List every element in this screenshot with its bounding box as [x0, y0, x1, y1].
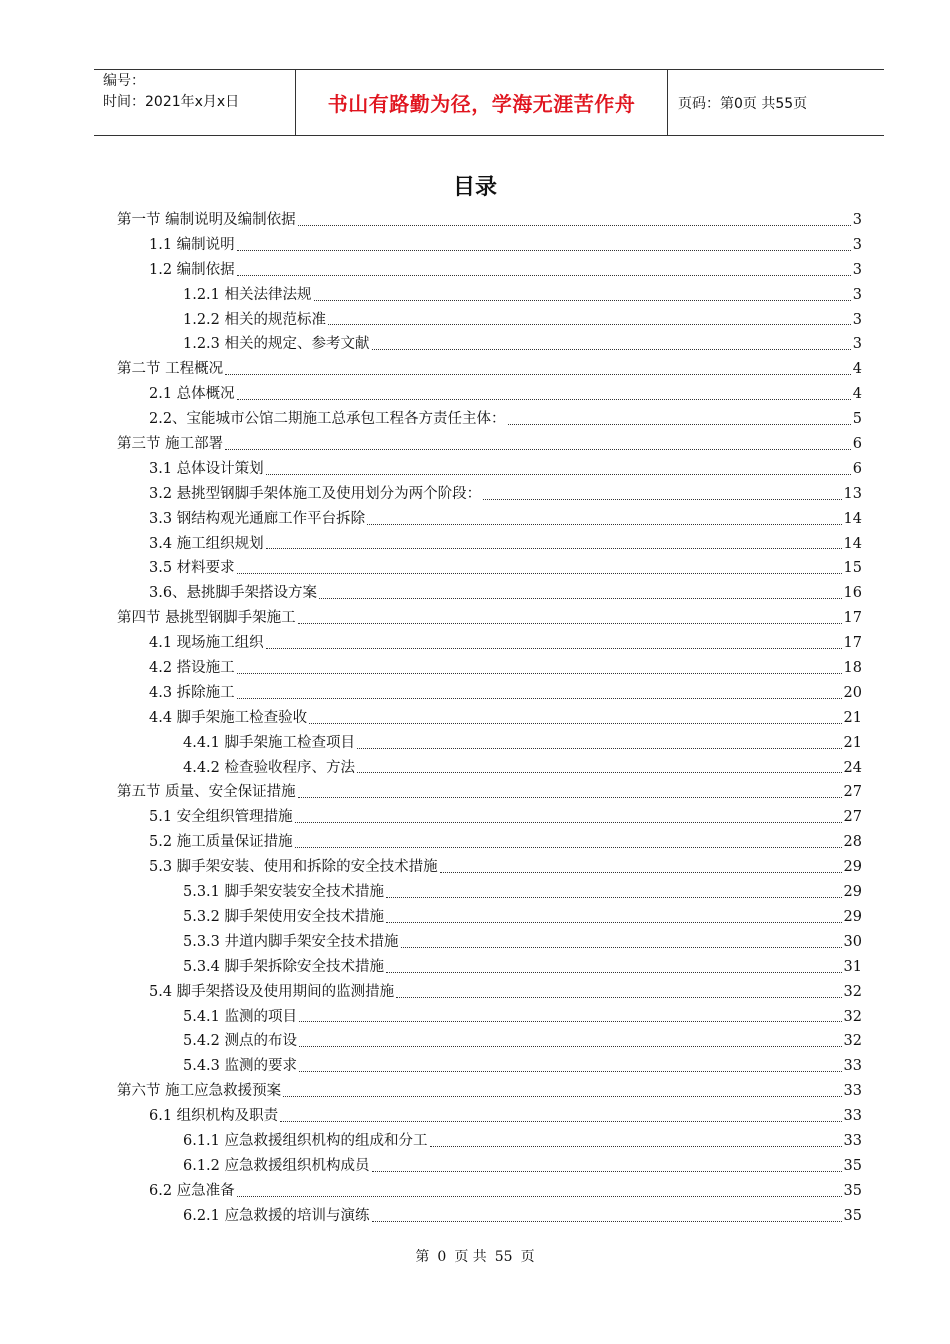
toc-entry-page: 30: [843, 933, 862, 950]
header-motto: 书山有路勤为径，学海无涯苦作舟: [327, 92, 636, 116]
toc-dot-leader: [357, 771, 842, 773]
toc-entry[interactable]: [117, 308, 862, 333]
toc-dot-leader: [357, 747, 842, 749]
toc-entry-label: 2.1 总体概况: [149, 386, 235, 403]
toc-entry[interactable]: [117, 283, 862, 308]
toc-dot-leader: [299, 1070, 842, 1072]
toc-dot-leader: [430, 1145, 842, 1147]
toc-entry-page: 21: [843, 734, 862, 751]
toc-dot-leader: [372, 1170, 842, 1172]
toc-entry-page: 17: [843, 610, 862, 627]
toc-entry-page: 35: [843, 1207, 862, 1224]
footer-page-num: 0: [437, 1249, 447, 1265]
toc-entry-label: 5.3.1 脚手架安装安全技术措施: [183, 884, 385, 901]
toc-entry-page: 4: [852, 386, 862, 403]
toc-entry[interactable]: [117, 457, 862, 482]
toc-entry-page: 4: [852, 361, 862, 378]
toc-entry-label: 4.3 拆除施工: [149, 684, 235, 701]
toc-dot-leader: [298, 796, 842, 798]
toc-entry-label: 1.2.3 相关的规定、参考文献: [183, 336, 370, 353]
toc-entry-label: 5.3 脚手架安装、使用和拆除的安全技术措施: [149, 859, 438, 876]
toc-entry[interactable]: [117, 1154, 862, 1179]
toc-entry-page: 6: [852, 460, 862, 477]
toc-entry[interactable]: [117, 731, 862, 756]
toc-entry[interactable]: [117, 1005, 862, 1030]
toc-dot-leader: [295, 846, 842, 848]
toc-entry-page: 17: [843, 635, 862, 652]
toc-entry[interactable]: [117, 382, 862, 407]
toc-entry-label: 第六节 施工应急救援预案: [117, 1083, 282, 1100]
toc-entry-label: 第三节 施工部署: [117, 436, 224, 453]
toc-entry-label: 6.1.2 应急救援组织机构成员: [183, 1157, 370, 1174]
page-footer: [0, 1246, 950, 1266]
toc-entry[interactable]: [117, 955, 862, 980]
toc-entry-label: 1.2.1 相关法律法规: [183, 286, 312, 303]
toc-entry[interactable]: [117, 407, 862, 432]
toc-entry-page: 5: [852, 411, 862, 428]
toc-entry[interactable]: [117, 1029, 862, 1054]
toc-entry[interactable]: [117, 681, 862, 706]
toc-entry-label: 6.1 组织机构及职责: [149, 1108, 279, 1125]
toc-dot-leader: [237, 1195, 842, 1197]
toc-entry-label: 5.4 脚手架搭设及使用期间的监测措施: [149, 983, 395, 1000]
toc-dot-leader: [237, 572, 842, 574]
toc-entry[interactable]: [117, 1179, 862, 1204]
toc-entry-page: 13: [843, 485, 862, 502]
toc-entry-page: 27: [843, 809, 862, 826]
toc-entry-page: 3: [852, 212, 862, 228]
toc-entry-label: 5.4.2 测点的布设: [183, 1033, 298, 1050]
toc-entry[interactable]: [117, 756, 862, 781]
toc-entry-label: 5.2 施工质量保证措施: [149, 834, 293, 851]
toc-entry-label: 5.1 安全组织管理措施: [149, 809, 293, 826]
toc-entry-page: 21: [843, 709, 862, 726]
toc-dot-leader: [295, 821, 842, 823]
toc-dot-leader: [401, 946, 842, 948]
toc-dot-leader: [309, 722, 841, 724]
toc-entry-label: 3.5 材料要求: [149, 560, 235, 577]
toc-dot-leader: [372, 348, 851, 350]
toc-entry-page: 27: [843, 784, 862, 801]
toc-title: 目录: [452, 175, 497, 200]
toc-dot-leader: [483, 498, 841, 500]
toc-dot-leader: [266, 473, 851, 475]
page-header: [94, 69, 884, 136]
toc-dot-leader: [386, 971, 842, 973]
toc-dot-leader: [280, 1120, 841, 1122]
toc-entry-page: 14: [843, 535, 862, 552]
toc-entry[interactable]: [117, 432, 862, 457]
toc-dot-leader: [372, 1220, 842, 1222]
toc-entry-label: 3.1 总体设计策划: [149, 460, 264, 477]
header-meta: [94, 70, 295, 135]
toc-dot-leader: [225, 373, 851, 375]
toc-entry[interactable]: [117, 532, 862, 557]
toc-entry[interactable]: [117, 930, 862, 955]
toc-entry-page: 35: [843, 1182, 862, 1199]
toc-entry-label: 6.1.1 应急救援组织机构的组成和分工: [183, 1132, 428, 1149]
toc-entry[interactable]: [117, 258, 862, 283]
toc-dot-leader: [386, 896, 842, 898]
toc-entry-label: 5.4.3 监测的要求: [183, 1058, 298, 1075]
toc-entry[interactable]: [117, 855, 862, 880]
toc-entry-label: 4.4.2 检查验收程序、方法: [183, 759, 356, 776]
toc-entry-page: 14: [843, 510, 862, 527]
toc-entry-page: 6: [852, 436, 862, 453]
toc-entry[interactable]: [117, 980, 862, 1005]
footer-prefix: 第: [415, 1249, 430, 1265]
toc-entry-page: 18: [843, 660, 862, 677]
toc-entry-label: 6.2 应急准备: [149, 1182, 235, 1199]
toc-entry-page: 15: [843, 560, 862, 577]
toc-entry[interactable]: [117, 780, 862, 805]
toc-entry-label: 4.2 搭设施工: [149, 660, 235, 677]
toc-entry-label: 6.2.1 应急救援的培训与演练: [183, 1207, 370, 1224]
toc-dot-leader: [298, 622, 842, 624]
toc-entry[interactable]: [117, 581, 862, 606]
toc-entry[interactable]: [117, 1204, 862, 1229]
doc-number-label: 编号：: [103, 73, 145, 89]
toc-entry-label: 5.3.2 脚手架使用安全技术措施: [183, 908, 385, 925]
toc-entry-page: 20: [843, 684, 862, 701]
toc-entry-page: 33: [843, 1058, 862, 1075]
toc-dot-leader: [440, 871, 842, 873]
toc-entry-page: 32: [843, 1033, 862, 1050]
toc-entry[interactable]: [117, 880, 862, 905]
toc-entry[interactable]: [117, 208, 862, 233]
toc-dot-leader: [299, 1020, 842, 1022]
toc-entry[interactable]: [117, 1129, 862, 1154]
toc-entry-page: 32: [843, 983, 862, 1000]
doc-time-label: 时间：2021年x月x日: [103, 94, 240, 110]
toc-dot-leader: [283, 1095, 841, 1097]
toc-entry-label: 1.2.2 相关的规范标准: [183, 311, 327, 328]
toc-entry[interactable]: [117, 482, 862, 507]
toc-entry[interactable]: [117, 507, 862, 532]
toc-entry-page: 3: [852, 311, 862, 328]
footer-suffix: 页: [520, 1249, 535, 1265]
toc-entry[interactable]: [117, 830, 862, 855]
toc-dot-leader: [237, 274, 851, 276]
footer-mid: 页 共: [454, 1249, 487, 1265]
toc-entry-label: 第二节 工程概况: [117, 361, 224, 378]
toc-dot-leader: [367, 523, 841, 525]
toc-entry-page: 33: [843, 1108, 862, 1125]
toc-entry[interactable]: [117, 233, 862, 258]
toc-entry-label: 5.3.3 井道内脚手架安全技术措施: [183, 933, 399, 950]
toc-entry-label: 1.2 编制依据: [149, 261, 235, 278]
toc-entry[interactable]: [117, 606, 862, 631]
toc-dot-leader: [237, 697, 842, 699]
toc-dot-leader: [319, 597, 841, 599]
header-page-code-cell: [668, 70, 884, 135]
toc-entry-label: 3.4 施工组织规划: [149, 535, 264, 552]
toc-entry-page: 33: [843, 1132, 862, 1149]
toc-entry-page: 32: [843, 1008, 862, 1025]
toc-entry-label: 第四节 悬挑型钢脚手架施工: [117, 610, 296, 627]
toc-entry-page: 16: [843, 585, 862, 602]
toc-entry-page: 3: [852, 286, 862, 303]
toc-entry[interactable]: [117, 706, 862, 731]
toc-dot-leader: [386, 921, 842, 923]
toc-dot-leader: [266, 547, 842, 549]
toc-entry-label: 3.3 钢结构观光通廊工作平台拆除: [149, 510, 366, 527]
toc-entry[interactable]: [117, 805, 862, 830]
toc-entry-label: 5.3.4 脚手架拆除安全技术措施: [183, 958, 385, 975]
toc-dot-leader: [266, 647, 842, 649]
toc-entry[interactable]: [117, 1054, 862, 1079]
toc-entry-label: 第五节 质量、安全保证措施: [117, 784, 296, 801]
header-motto-cell: [295, 70, 668, 135]
toc-dot-leader: [314, 299, 851, 301]
toc-entry-page: 24: [843, 759, 862, 776]
toc-dot-leader: [396, 996, 841, 998]
toc-entry-label: 5.4.1 监测的项目: [183, 1008, 298, 1025]
toc-entry-label: 3.6、悬挑脚手架搭设方案: [149, 585, 318, 602]
toc-dot-leader: [237, 398, 851, 400]
header-page-code: 页码：第0页 共55页: [678, 95, 808, 112]
toc-entry-label: 4.1 现场施工组织: [149, 635, 264, 652]
footer-page-total: 55: [494, 1249, 513, 1265]
toc-dot-leader: [508, 423, 851, 425]
toc-entry[interactable]: [117, 656, 862, 681]
toc-entry-label: 2.2、宝能城市公馆二期施工总承包工程各方责任主体：: [149, 411, 506, 428]
toc-entry[interactable]: [117, 1079, 862, 1104]
toc-entry-page: 31: [843, 958, 862, 975]
toc-entry-page: 28: [843, 834, 862, 851]
toc-entry[interactable]: [117, 357, 862, 382]
toc-entry-label: 第一节 编制说明及编制依据: [117, 212, 296, 228]
toc-entry-label: 1.1 编制说明: [149, 236, 235, 253]
toc-dot-leader: [225, 448, 851, 450]
toc-entry-page: 3: [852, 236, 862, 253]
toc-entry[interactable]: [117, 556, 862, 581]
table-of-contents: [117, 208, 862, 1229]
toc-entry-page: 33: [843, 1083, 862, 1100]
toc-entry[interactable]: [117, 631, 862, 656]
toc-entry-page: 29: [843, 859, 862, 876]
toc-entry-label: 4.4 脚手架施工检查验收: [149, 709, 308, 726]
toc-entry[interactable]: [117, 332, 862, 357]
toc-dot-leader: [237, 249, 851, 251]
toc-dot-leader: [328, 323, 851, 325]
toc-entry-page: 35: [843, 1157, 862, 1174]
toc-entry[interactable]: [117, 905, 862, 930]
toc-dot-leader: [299, 1045, 842, 1047]
toc-entry-page: 29: [843, 908, 862, 925]
toc-entry-page: 3: [852, 261, 862, 278]
toc-entry[interactable]: [117, 1104, 862, 1129]
toc-dot-leader: [298, 224, 851, 226]
toc-entry-label: 4.4.1 脚手架施工检查项目: [183, 734, 356, 751]
toc-entry-page: 29: [843, 884, 862, 901]
toc-entry-page: 3: [852, 336, 862, 353]
toc-dot-leader: [237, 672, 842, 674]
toc-entry-label: 3.2 悬挑型钢脚手架体施工及使用划分为两个阶段：: [149, 485, 482, 502]
